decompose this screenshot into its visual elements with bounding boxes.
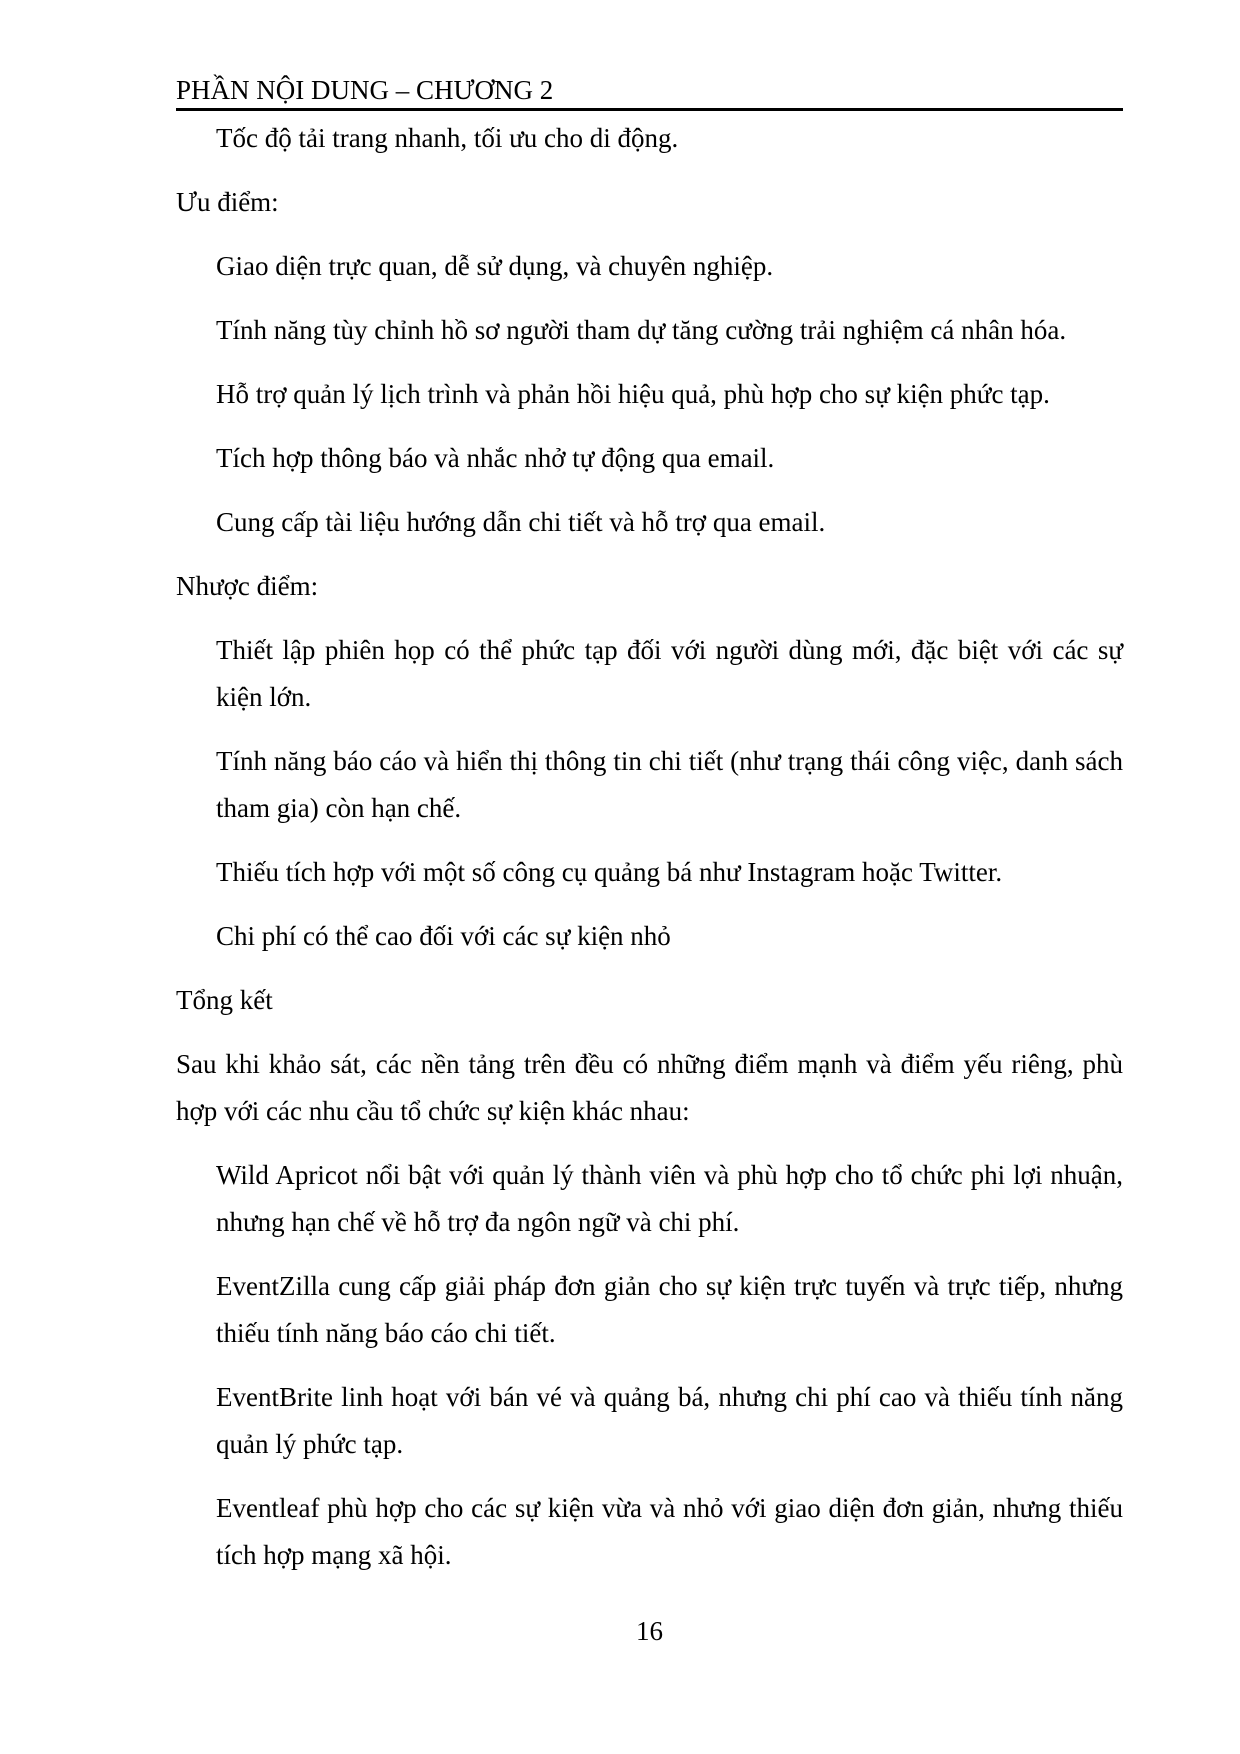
cons-item: Thiết lập phiên họp có thể phức tạp đối với người dùng mới, đặc biệt với các sự kiện lớn.: [216, 635, 1123, 712]
summary-item: Eventleaf phù hợp cho các sự kiện vừa và nhỏ với giao diện đơn giản, nhưng thiếu tích hợp mạng xã hội.: [216, 1493, 1123, 1570]
cons-item: Chi phí có thể cao đối với các sự kiện nhỏ: [216, 921, 671, 951]
summary-item: Wild Apricot nổi bật với quản lý thành viên và phù hợp cho tổ chức phi lợi nhuận, nhưng hạn chế về hỗ trợ đa ngôn ngữ và chi phí.: [216, 1160, 1123, 1237]
pros-item: Cung cấp tài liệu hướng dẫn chi tiết và hỗ trợ qua email.: [216, 507, 826, 537]
summary-intro: Sau khi khảo sát, các nền tảng trên đều có những điểm mạnh và điểm yếu riêng, phù hợp với các nhu cầu tổ chức sự kiện khác nhau:: [176, 1049, 1123, 1126]
summary-item: EventZilla cung cấp giải pháp đơn giản cho sự kiện trực tuyến và trực tiếp, nhưng thiếu tính năng báo cáo chi tiết.: [216, 1271, 1123, 1348]
section-label-pros: Ưu điểm:: [176, 187, 279, 217]
document-page: [176, 73, 1123, 1596]
pros-item: Tích hợp thông báo và nhắc nhở tự động qua email.: [216, 443, 775, 473]
summary-item: EventBrite linh hoạt với bán vé và quảng bá, nhưng chi phí cao và thiếu tính năng quản lý phức tạp.: [216, 1382, 1123, 1459]
pros-item: Hỗ trợ quản lý lịch trình và phản hồi hiệu quả, phù hợp cho sự kiện phức tạp.: [216, 379, 1050, 409]
pros-item: Giao diện trực quan, dễ sử dụng, và chuyên nghiệp.: [216, 251, 774, 281]
cons-item: Thiếu tích hợp với một số công cụ quảng bá như Instagram hoặc Twitter.: [216, 857, 1003, 887]
section-label-cons: Nhược điểm:: [176, 571, 319, 601]
cons-item: Tính năng báo cáo và hiển thị thông tin chi tiết (như trạng thái công việc, danh sách tham gia) còn hạn chế.: [216, 746, 1123, 823]
paragraph-feature: Tốc độ tải trang nhanh, tối ưu cho di động.: [216, 123, 679, 153]
page-number: 16: [636, 1616, 663, 1646]
pros-item: Tính năng tùy chỉnh hồ sơ người tham dự tăng cường trải nghiệm cá nhân hóa.: [216, 315, 1067, 345]
section-label-summary: Tổng kết: [176, 985, 273, 1015]
page-header-title: PHẦN NỘI DUNG – CHƯƠNG 2: [176, 73, 1123, 111]
